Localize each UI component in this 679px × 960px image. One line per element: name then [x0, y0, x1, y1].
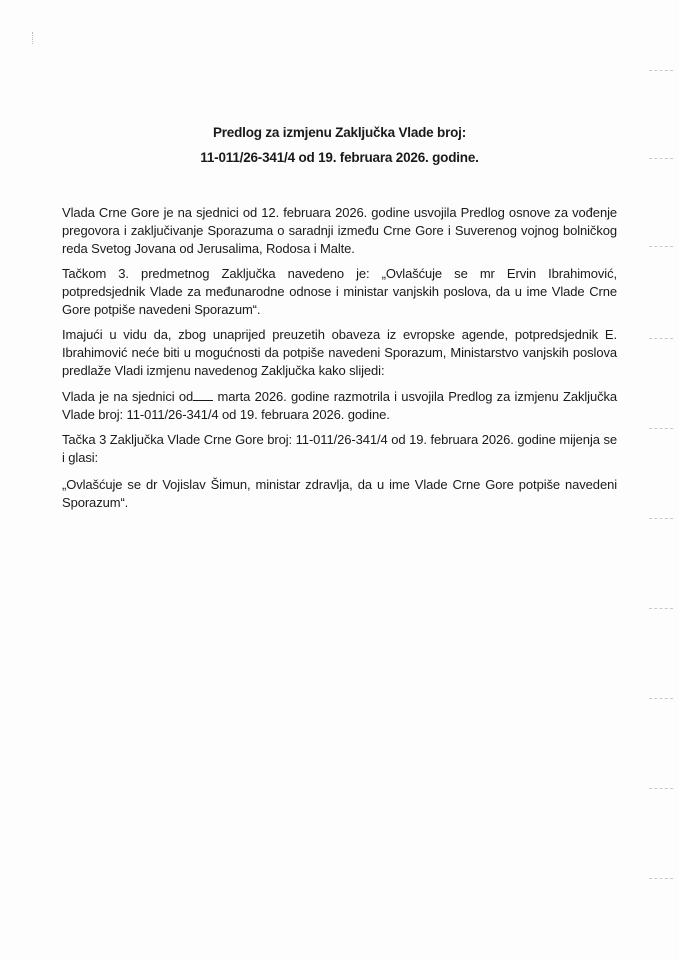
- scan-edge-mark: [649, 608, 673, 609]
- document-title-line-1: Predlog za izmjenu Zaključka Vlade broj:: [212, 125, 467, 140]
- paragraph-new-authorization: „Ovlašćuje se dr Vojislav Šimun, ministar zdravlja, da u ime Vlade Crne Gore potpiše navedeni Sporazum“.: [62, 477, 617, 510]
- scan-mark: [32, 32, 39, 44]
- scan-edge-mark: [649, 246, 673, 247]
- paragraph-amendment-intro: Tačka 3 Zaključka Vlade Crne Gore broj: 11-011/26-341/4 od 19. februara 2026. godine mijenja se i glasi:: [62, 432, 617, 465]
- scan-edge-mark: [649, 158, 673, 159]
- paragraph-government-decision: [62, 388, 617, 424]
- scan-edge-mark: [649, 878, 673, 879]
- date-blank-line: [193, 388, 213, 401]
- scan-edge-mark: [649, 698, 673, 699]
- scan-edge-mark: [649, 788, 673, 789]
- scan-edge-mark: [649, 428, 673, 429]
- paragraph-current-authorization: Tačkom 3. predmetnog Zaključka navedeno je: „Ovlašćuje se mr Ervin Ibrahimović, potpredsjednik Vlade za međunarodne odnose i ministar vanjskih poslova, da u ime Vlade Crne Gore potpiše navedeni Sporazum“.: [62, 266, 617, 317]
- paragraph-background: Vlada Crne Gore je na sjednici od 12. februara 2026. godine usvojila Predlog osnove za vođenje pregovora i zaključivanje Sporazuma o saradnji između Crne Gore i Suverenog vojnog bolničkog reda Svetog Jovana od Jerusalima, Rodosa i Malte.: [62, 205, 617, 256]
- scan-edge-mark: [649, 338, 673, 339]
- decision-text-end: marta 2026. godine razmotrila i usvojila Predlog za izmjenu Zaključka Vlade broj: 11-011/26-341/4 od 19. februara 2026. godine.: [62, 389, 618, 422]
- decision-text-start: Vlada je na sjednici od: [62, 389, 194, 404]
- document-title-line-2: 11-011/26-341/4 od 19. februara 2026. godine.: [200, 150, 479, 165]
- scan-edge-mark: [649, 70, 673, 71]
- scan-edge-mark: [649, 518, 673, 519]
- paragraph-reason-for-change: Imajući u vidu da, zbog unaprijed preuzetih obaveza iz evropske agende, potpredsjednik E. Ibrahimović neće biti u mogućnosti da potpiše navedeni Sporazum, Ministarstvo vanjskih poslova predlaže Vladi izmjenu navedenog Zaključka kako slijedi:: [62, 327, 617, 378]
